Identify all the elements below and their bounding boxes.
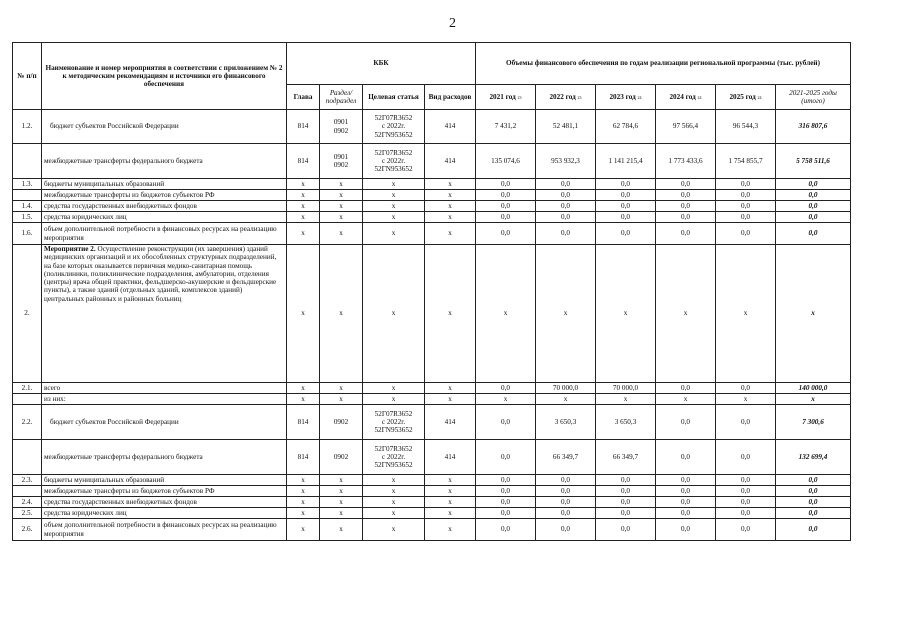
razdel-cell: x	[320, 179, 363, 190]
value-cell: 0,0	[596, 475, 656, 486]
glava-cell: x	[287, 486, 320, 497]
table-row	[13, 212, 851, 223]
value-cell: 0,0	[536, 201, 596, 212]
table-row	[13, 179, 851, 190]
table-row	[13, 508, 851, 519]
value-cell: 97 566,4	[656, 110, 716, 144]
vid-cell: x	[425, 190, 476, 201]
value-cell: x	[596, 394, 656, 405]
razdel-cell: x	[320, 508, 363, 519]
row-name-text: средства государственных внебюджетных фондов	[44, 201, 197, 210]
vid-cell: 414	[425, 144, 476, 179]
razdel-cell: 0902	[320, 405, 363, 440]
row-name-text: бюджеты муниципальных образований	[44, 475, 165, 484]
glava-cell: 814	[287, 405, 320, 440]
value-cell: 0,0	[476, 486, 536, 497]
row-name	[42, 475, 287, 486]
target-cell: 52Г07R3652 с 2022г. 52ГN953652	[363, 405, 425, 440]
table-row	[13, 144, 851, 179]
total-cell: 7 300,6	[776, 405, 851, 440]
glava-cell: x	[287, 212, 320, 223]
value-cell: 0,0	[656, 223, 716, 245]
value-cell: 0,0	[476, 179, 536, 190]
value-cell: 0,0	[716, 383, 776, 394]
value-cell: 0,0	[536, 475, 596, 486]
row-number: 2.1.	[13, 383, 42, 394]
row-name-text: объем дополнительной потребности в финансовых ресурсах на реализацию мероприятия	[44, 225, 277, 242]
value-cell: 7 431,2	[476, 110, 536, 144]
target-cell: x	[363, 190, 425, 201]
razdel-cell: x	[320, 497, 363, 508]
value-cell: 0,0	[656, 212, 716, 223]
glava-header: Глава	[287, 85, 320, 110]
year-header: 2025 год 24	[716, 85, 776, 110]
razdel-cell: 0901 0902	[320, 144, 363, 179]
value-cell: 0,0	[596, 486, 656, 497]
table-row	[13, 245, 851, 383]
row-name	[42, 190, 287, 201]
razdel-cell: x	[320, 245, 363, 383]
table-row	[13, 190, 851, 201]
razdel-cell: 0902	[320, 440, 363, 475]
value-cell: 0,0	[536, 486, 596, 497]
target-cell: x	[363, 519, 425, 541]
value-cell: 1 773 433,6	[656, 144, 716, 179]
value-cell: 0,0	[656, 383, 716, 394]
value-cell: 0,0	[656, 201, 716, 212]
vid-cell: x	[425, 497, 476, 508]
value-cell: 0,0	[476, 519, 536, 541]
value-cell: 0,0	[476, 190, 536, 201]
value-cell: 0,0	[596, 179, 656, 190]
glava-cell: x	[287, 519, 320, 541]
value-cell: x	[476, 245, 536, 383]
row-name	[42, 497, 287, 508]
row-name-text: бюджет субъектов Российской Федерации	[50, 417, 179, 426]
value-cell: 0,0	[656, 475, 716, 486]
vid-cell: x	[425, 475, 476, 486]
value-cell: 135 074,6	[476, 144, 536, 179]
razdel-cell: x	[320, 394, 363, 405]
table-row	[13, 486, 851, 497]
value-cell: 0,0	[656, 519, 716, 541]
vid-header: Вид расходов	[425, 85, 476, 110]
vid-cell: 414	[425, 110, 476, 144]
value-cell: x	[656, 394, 716, 405]
row-number: 2.4.	[13, 497, 42, 508]
row-name-text: бюджет субъектов Российской Федерации	[50, 122, 179, 131]
row-number: 2.5.	[13, 508, 42, 519]
value-cell: 3 650,3	[596, 405, 656, 440]
glava-cell: x	[287, 475, 320, 486]
target-header: Целевая статья	[363, 85, 425, 110]
target-cell: x	[363, 497, 425, 508]
vid-cell: x	[425, 201, 476, 212]
target-cell: x	[363, 508, 425, 519]
table-row	[13, 223, 851, 245]
value-cell: 0,0	[536, 179, 596, 190]
table-row	[13, 405, 851, 440]
value-cell: 0,0	[596, 212, 656, 223]
row-name	[42, 394, 287, 405]
year-header: 2021 год 23	[476, 85, 536, 110]
row-name-text: из них:	[44, 394, 66, 403]
target-cell: 52Г07R3652 с 2022г. 52ГN953652	[363, 144, 425, 179]
total-cell: 0,0	[776, 223, 851, 245]
row-name-text: средства юридических лиц	[44, 508, 127, 517]
table-row	[13, 497, 851, 508]
row-name	[42, 519, 287, 541]
glava-cell: x	[287, 383, 320, 394]
value-cell: x	[716, 245, 776, 383]
razdel-cell: x	[320, 475, 363, 486]
funding-header: Объемы финансового обеспечения по годам реализации региональной программы (тыс. рублей)	[476, 43, 851, 85]
year-header: 2023 год 24	[596, 85, 656, 110]
value-cell: 66 349,7	[596, 440, 656, 475]
col-name-header: Наименование и номер мероприятия в соответствии с приложением № 2 к методическим рекомендациям и источники его финансового обеспечения	[42, 43, 287, 110]
row-number: 1.2.	[13, 110, 42, 144]
row-number	[13, 394, 42, 405]
value-cell: x	[476, 394, 536, 405]
row-number: 2.3.	[13, 475, 42, 486]
table-row	[13, 475, 851, 486]
value-cell: 66 349,7	[536, 440, 596, 475]
value-cell: 0,0	[536, 223, 596, 245]
row-number: 2.6.	[13, 519, 42, 541]
vid-cell: 414	[425, 405, 476, 440]
value-cell: 0,0	[656, 486, 716, 497]
value-cell: 0,0	[536, 508, 596, 519]
row-name-text: межбюджетные трансферты федерального бюджета	[44, 452, 203, 461]
value-cell: 0,0	[476, 201, 536, 212]
glava-cell: x	[287, 497, 320, 508]
vid-cell: x	[425, 383, 476, 394]
glava-cell: x	[287, 245, 320, 383]
vid-cell: x	[425, 223, 476, 245]
value-cell: 70 000,0	[536, 383, 596, 394]
value-cell: 0,0	[716, 519, 776, 541]
value-cell: 0,0	[476, 475, 536, 486]
value-cell: x	[536, 245, 596, 383]
vid-cell: x	[425, 508, 476, 519]
target-cell: x	[363, 223, 425, 245]
glava-cell: 814	[287, 144, 320, 179]
row-name-text: межбюджетные трансферты из бюджетов субъектов РФ	[44, 190, 215, 199]
value-cell: 0,0	[716, 190, 776, 201]
row-number: 2.2.	[13, 405, 42, 440]
value-cell: 0,0	[716, 486, 776, 497]
value-cell: 0,0	[476, 212, 536, 223]
target-cell: x	[363, 201, 425, 212]
vid-cell: 414	[425, 440, 476, 475]
target-cell: x	[363, 475, 425, 486]
total-cell: 0,0	[776, 179, 851, 190]
value-cell: 96 544,3	[716, 110, 776, 144]
row-name	[42, 201, 287, 212]
row-name-text: бюджеты муниципальных образований	[44, 179, 165, 188]
value-cell: 0,0	[716, 405, 776, 440]
target-cell: x	[363, 245, 425, 383]
glava-cell: 814	[287, 110, 320, 144]
total-cell: 0,0	[776, 508, 851, 519]
row-name	[42, 223, 287, 245]
glava-cell: x	[287, 223, 320, 245]
value-cell: 0,0	[596, 223, 656, 245]
value-cell: 1 754 855,7	[716, 144, 776, 179]
row-name	[42, 245, 287, 383]
target-cell: x	[363, 394, 425, 405]
value-cell: 0,0	[476, 440, 536, 475]
value-cell: 0,0	[716, 201, 776, 212]
row-number: 2.	[13, 245, 42, 383]
value-cell: 0,0	[596, 497, 656, 508]
vid-cell: x	[425, 245, 476, 383]
row-name	[42, 110, 287, 144]
value-cell: 0,0	[596, 190, 656, 201]
value-cell: 0,0	[716, 179, 776, 190]
row-name-text: объем дополнительной потребности в финансовых ресурсах на реализацию мероприятия	[44, 521, 277, 538]
row-name	[42, 383, 287, 394]
razdel-header: Раздел/ подраздел	[320, 85, 363, 110]
row-name-text: Осуществление реконструкции (их завершения) зданий медицинских организаций и их обособленных структурных подразделений, на базе которых оказывается первичная медико-санитарная помощь (поликлиники, поликлинические подразделения, амбулатории, отделения (центры) врача общей практики, фельдшерско-акушерские и фельдшерские пункты), а также зданий (отдельных зданий, комплексов зданий) центральных районных и районных больниц	[44, 245, 277, 303]
value-cell: 0,0	[656, 179, 716, 190]
value-cell: 0,0	[596, 519, 656, 541]
razdel-cell: x	[320, 486, 363, 497]
value-cell: 0,0	[476, 223, 536, 245]
razdel-cell: x	[320, 223, 363, 245]
total-cell: 0,0	[776, 475, 851, 486]
target-cell: x	[363, 383, 425, 394]
row-number	[13, 190, 42, 201]
glava-cell: 814	[287, 440, 320, 475]
value-cell: 0,0	[536, 519, 596, 541]
value-cell: 0,0	[656, 508, 716, 519]
total-cell: 5 758 511,6	[776, 144, 851, 179]
razdel-cell: x	[320, 201, 363, 212]
row-name	[42, 440, 287, 475]
value-cell: 52 481,1	[536, 110, 596, 144]
value-cell: 0,0	[596, 201, 656, 212]
row-number: 1.4.	[13, 201, 42, 212]
row-name	[42, 405, 287, 440]
total-header: 2021-2025 годы (итого)	[776, 85, 851, 110]
total-cell: 140 000,0	[776, 383, 851, 394]
glava-cell: x	[287, 201, 320, 212]
value-cell: 0,0	[716, 212, 776, 223]
row-name-text: межбюджетные трансферты федерального бюджета	[44, 156, 203, 165]
kbk-header: КБК	[287, 43, 476, 85]
row-number: 1.3.	[13, 179, 42, 190]
glava-cell: x	[287, 179, 320, 190]
value-cell: x	[716, 394, 776, 405]
value-cell: 0,0	[476, 383, 536, 394]
value-cell: x	[536, 394, 596, 405]
row-name	[42, 144, 287, 179]
total-cell: 316 807,6	[776, 110, 851, 144]
glava-cell: x	[287, 508, 320, 519]
value-cell: 0,0	[476, 508, 536, 519]
value-cell: 0,0	[596, 508, 656, 519]
target-cell: x	[363, 212, 425, 223]
glava-cell: x	[287, 394, 320, 405]
glava-cell: x	[287, 190, 320, 201]
table-row	[13, 440, 851, 475]
row-name-text: межбюджетные трансферты из бюджетов субъектов РФ	[44, 486, 215, 495]
value-cell: 1 141 215,4	[596, 144, 656, 179]
row-name-text: средства юридических лиц	[44, 212, 127, 221]
col-num-header: № п/п	[13, 43, 42, 110]
value-cell: 3 650,3	[536, 405, 596, 440]
total-cell: 0,0	[776, 497, 851, 508]
razdel-cell: x	[320, 190, 363, 201]
target-cell: x	[363, 486, 425, 497]
value-cell: 0,0	[716, 508, 776, 519]
row-number	[13, 486, 42, 497]
row-number	[13, 144, 42, 179]
total-cell: 0,0	[776, 212, 851, 223]
total-cell: x	[776, 394, 851, 405]
year-header: 2024 год 24	[656, 85, 716, 110]
table-row	[13, 519, 851, 541]
row-name-text: средства государственных внебюджетных фондов	[44, 497, 197, 506]
funding-table	[12, 42, 851, 541]
target-cell: 52Г07R3652 с 2022г. 52ГN953652	[363, 110, 425, 144]
value-cell: x	[596, 245, 656, 383]
total-cell: 132 699,4	[776, 440, 851, 475]
value-cell: 0,0	[656, 497, 716, 508]
target-cell: 52Г07R3652 с 2022г. 52ГN953652	[363, 440, 425, 475]
row-name	[42, 212, 287, 223]
total-cell: 0,0	[776, 190, 851, 201]
total-cell: 0,0	[776, 201, 851, 212]
value-cell: 0,0	[536, 190, 596, 201]
value-cell: 0,0	[476, 497, 536, 508]
row-name-text: всего	[44, 383, 61, 392]
table-row	[13, 110, 851, 144]
razdel-cell: x	[320, 383, 363, 394]
vid-cell: x	[425, 519, 476, 541]
value-cell: 62 784,6	[596, 110, 656, 144]
vid-cell: x	[425, 394, 476, 405]
value-cell: 0,0	[716, 223, 776, 245]
target-cell: x	[363, 179, 425, 190]
table-row	[13, 383, 851, 394]
row-number: 1.5.	[13, 212, 42, 223]
total-cell: 0,0	[776, 519, 851, 541]
value-cell: x	[656, 245, 716, 383]
razdel-cell: x	[320, 519, 363, 541]
value-cell: 0,0	[656, 405, 716, 440]
value-cell: 0,0	[476, 405, 536, 440]
total-cell: 0,0	[776, 486, 851, 497]
table-row	[13, 394, 851, 405]
row-number	[13, 440, 42, 475]
value-cell: 0,0	[716, 475, 776, 486]
row-name	[42, 486, 287, 497]
row-name	[42, 179, 287, 190]
vid-cell: x	[425, 212, 476, 223]
value-cell: 0,0	[716, 440, 776, 475]
vid-cell: x	[425, 486, 476, 497]
value-cell: 70 000,0	[596, 383, 656, 394]
value-cell: 0,0	[656, 190, 716, 201]
value-cell: 953 932,3	[536, 144, 596, 179]
year-header: 2022 год 23	[536, 85, 596, 110]
razdel-cell: x	[320, 212, 363, 223]
value-cell: 0,0	[656, 440, 716, 475]
value-cell: 0,0	[536, 212, 596, 223]
total-cell: x	[776, 245, 851, 383]
value-cell: 0,0	[536, 497, 596, 508]
row-number: 1.6.	[13, 223, 42, 245]
activity-title: Мероприятие 2.	[44, 245, 96, 253]
value-cell: 0,0	[716, 497, 776, 508]
table-row	[13, 201, 851, 212]
row-name	[42, 508, 287, 519]
page-number: 2	[449, 16, 456, 31]
vid-cell: x	[425, 179, 476, 190]
razdel-cell: 0901 0902	[320, 110, 363, 144]
